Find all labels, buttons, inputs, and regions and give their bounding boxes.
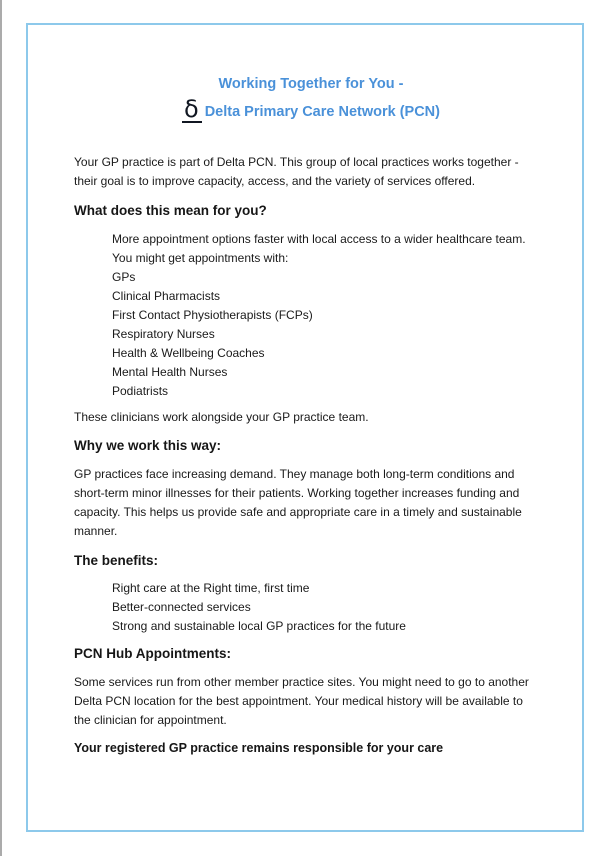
- list-item: First Contact Physiotherapists (FCPs): [112, 308, 313, 322]
- list-item: Mental Health Nurses: [112, 365, 228, 379]
- page-title-line1: Working Together for You -: [218, 76, 404, 92]
- delta-logo-icon: δ: [182, 97, 202, 123]
- why-paragraph: GP practices face increasing demand. They manage both long-term conditions and short-term minor illnesses for their patients. Working together increases funding and capacity. This helps us provide safe and appropriate care in a timely and sustainable manner.: [74, 467, 522, 538]
- what-mean-lead: More appointment options faster with local access to a wider healthcare team. You might get appointments with:: [112, 232, 526, 265]
- list-item: Podiatrists: [112, 384, 169, 398]
- section-heading-benefits: The benefits:: [74, 553, 159, 568]
- clinicians-note: These clinicians work alongside your GP practice team.: [74, 410, 369, 424]
- list-item: Better-connected services: [112, 600, 251, 614]
- what-mean-list: [74, 230, 536, 401]
- list-item: Clinical Pharmacists: [112, 289, 221, 303]
- list-item: Respiratory Nurses: [112, 327, 215, 341]
- benefits-list: [74, 579, 536, 636]
- section-heading-what-mean: What does this mean for you?: [74, 203, 267, 218]
- document-page: [74, 0, 536, 758]
- list-item: Health & Wellbeing Coaches: [112, 346, 265, 360]
- section-heading-hub: PCN Hub Appointments:: [74, 646, 231, 661]
- page-title-line2: Delta Primary Care Network (PCN): [204, 104, 440, 120]
- hub-paragraph: Some services run from other member practice sites. You might need to go to another Delta PCN location for the best appointment. Your medical history will be available to the clinician for appointment.: [74, 675, 529, 727]
- list-item: GPs: [112, 270, 136, 284]
- intro-paragraph: Your GP practice is part of Delta PCN. This group of local practices works together - their goal is to improve capacity, access, and the variety of services offered.: [74, 155, 519, 188]
- section-heading-why: Why we work this way:: [74, 438, 222, 453]
- page-title-row: [86, 95, 536, 123]
- viewer-left-edge: [0, 0, 2, 856]
- list-item: Strong and sustainable local GP practices for the future: [112, 619, 406, 633]
- closing-statement: Your registered GP practice remains responsible for your care: [74, 741, 444, 755]
- list-item: Right care at the Right time, first time: [112, 581, 310, 595]
